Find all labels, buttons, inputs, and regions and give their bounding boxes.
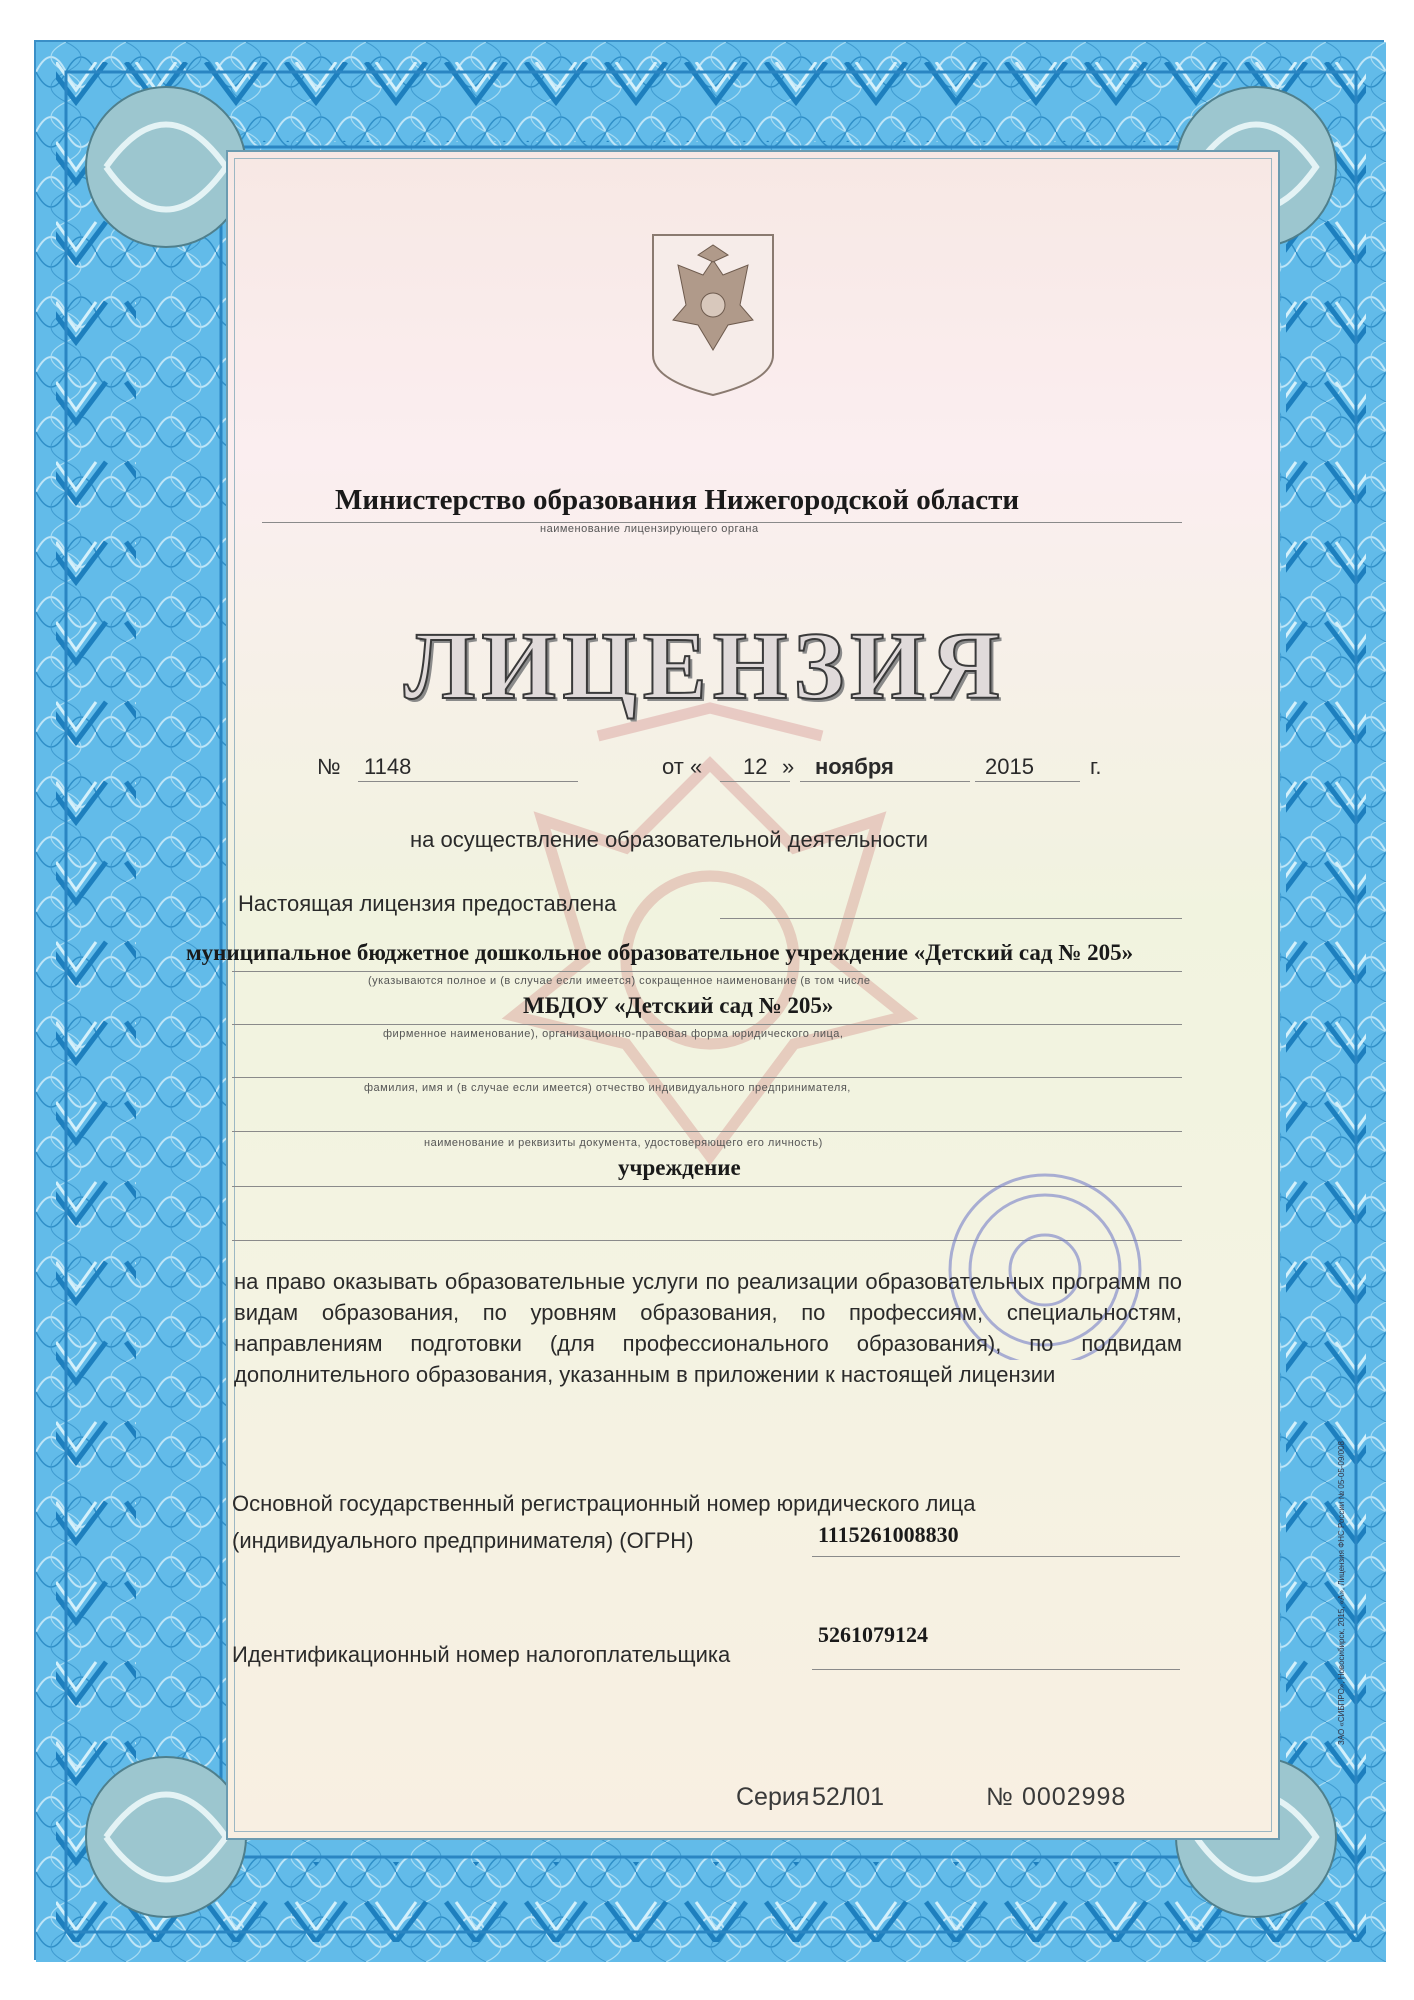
inn-value: 5261079124 [818,1622,928,1647]
series-value: 52Л01 [812,1783,885,1811]
granted-caption-4: наименование и реквизиты документа, удостоверяющего его личность) [424,1137,823,1149]
date-day-close: » [782,754,795,779]
document-title: ЛИЦЕНЗИЯ [403,612,1007,719]
granted-label: Настоящая лицензия предоставлена [238,891,617,916]
date-month-underline [800,781,970,782]
issuer-caption: наименование лицензирующего органа [540,523,759,535]
issuer-name: Министерство образования Нижегородской области [335,484,1020,516]
license-number-label: № [317,754,341,779]
date-year-suffix: г. [1090,754,1102,779]
granted-underline-0 [720,918,1182,919]
granted-caption-1: (указываются полное и (в случае если имеется) сокращенное наименование (в том числе [368,975,871,987]
granted-underline-2 [232,1024,1182,1025]
blank-number: 0002998 [1022,1783,1127,1811]
date-year-underline [975,781,1080,782]
rights-text: на право оказывать образовательные услуги по реализации образовательных программ по видам образования, по уровням образования, по профессиям, специальностям, направлениям подготовки (для профессионального образования), по подвидам дополнительного образования, указанным в приложении к настоящей лицензии [234,1269,1182,1387]
licensee-full-name: муниципальное бюджетное дошкольное образовательное учреждение «Детский сад № 205» [186,940,1134,965]
license-number: 1148 [364,754,412,779]
granted-caption-2: фирменное наименование), организационно-правовая форма юридического лица, [383,1028,844,1040]
ogrn-value: 1115261008830 [818,1522,959,1547]
granted-caption-3: фамилия, имя и (в случае если имеется) отчество индивидуального предпринимателя, [364,1082,851,1094]
blank-number-label: № [986,1783,1013,1811]
license-number-underline [358,781,578,782]
printer-imprint: ЗАО «СИБПРО», Новосибирск, 2015, «А», Лицензия ФНС России № 05-05-09/008 [1337,1441,1346,1745]
licensee-org-form: учреждение [618,1155,741,1180]
granted-underline-3 [232,1077,1182,1078]
inn-label: Идентификационный номер налогоплательщика [232,1642,731,1667]
ogrn-label-line1: Основной государственный регистрационный номер юридического лица [232,1491,976,1516]
ogrn-underline [812,1556,1180,1557]
date-year: 2015 [985,754,1034,779]
ogrn-label-line2: (индивидуального предпринимателя) (ОГРН) [232,1528,694,1553]
series-label: Серия [736,1783,810,1811]
date-month: ноября [815,754,894,779]
date-prefix: от « [662,754,703,779]
date-day-underline [720,781,790,782]
granted-underline-1 [232,971,1182,972]
state-emblem-icon [648,230,778,400]
granted-underline-4 [232,1131,1182,1132]
licensee-short-name: МБДОУ «Детский сад № 205» [523,993,834,1018]
date-day: 12 [743,754,768,779]
inn-underline [812,1669,1180,1670]
license-purpose: на осуществление образовательной деятельности [410,827,929,852]
